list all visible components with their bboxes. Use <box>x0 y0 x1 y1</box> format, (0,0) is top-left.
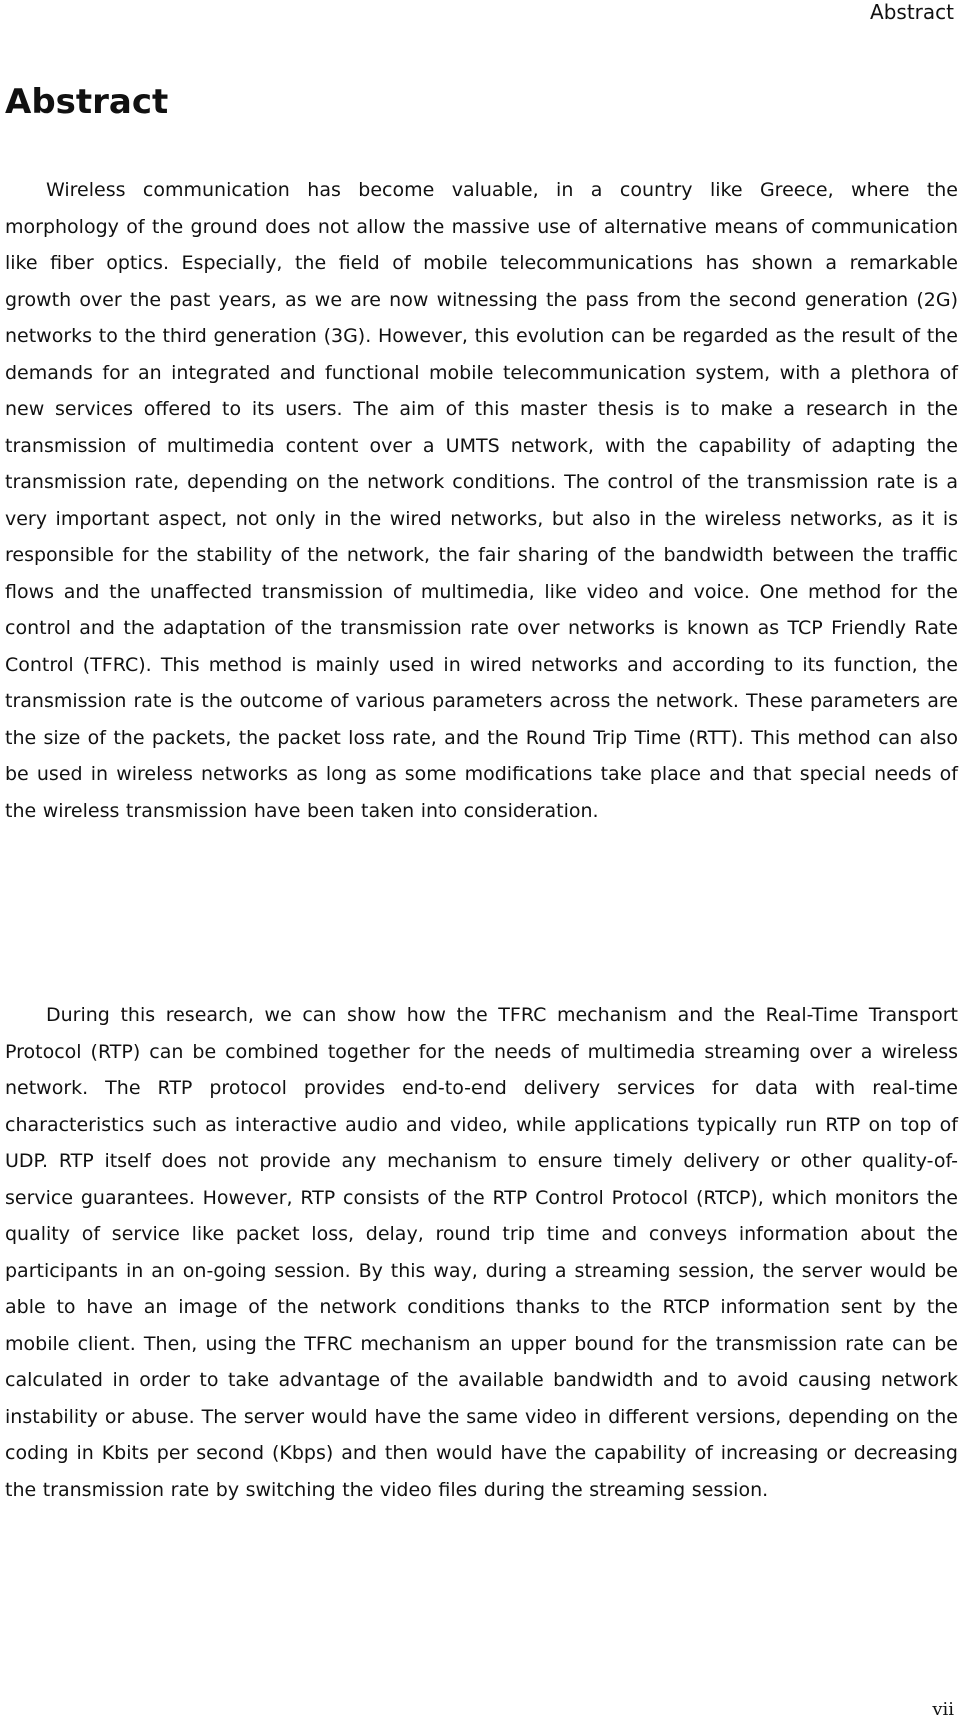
abstract-paragraph-1: Wireless communication has become valuable, in a country like Greece, where the morphology of the ground does not allow the massive use of alternative means of communication like fiber optics. Especially, the field of mobile telecommunications has shown a remarkable growth over the past years, as we are now witnessing the pass from the second generation (2G) networks to the third generation (3G). However, this evolution can be regarded as the result of the demands for an integrated and functional mobile telecommunication system, with a plethora of new services offered to its users. The aim of this master thesis is to make a research in the transmission of multimedia content over a UMTS network, with the capability of adapting the transmission rate, depending on the network conditions. The control of the transmission rate is a very important aspect, not only in the wired networks, but also in the wireless networks, as it is responsible for the stability of the network, the fair sharing of the bandwidth between the traffic flows and the unaffected transmission of multimedia, like video and voice. One method for the control and the adaptation of the transmission rate over networks is known as TCP Friendly Rate Control (TFRC). This method is mainly used in wired networks and according to its function, the transmission rate is the outcome of various parameters across the network. These parameters are the size of the packets, the packet loss rate, and the Round Trip Time (RTT). This method can also be used in wireless networks as long as some modifications take place and that special needs of the wireless transmission have been taken into consideration. <box>5 179 958 822</box>
page-title: Abstract <box>5 82 169 122</box>
page-number: vii <box>932 1699 954 1720</box>
running-header: Abstract <box>870 0 954 24</box>
abstract-paragraph-2: During this research, we can show how the TFRC mechanism and the Real-Time Transport Protocol (RTP) can be combined together for the needs of multimedia streaming over a wireless network. The RTP protocol provides end-to-end delivery services for data with real-time characteristics such as interactive audio and video, while applications typically run RTP on top of UDP. RTP itself does not provide any mechanism to ensure timely delivery or other quality-of-service guarantees. However, RTP consists of the RTP Control Protocol (RTCP), which monitors the quality of service like packet loss, delay, round trip time and conveys information about the participants in an on-going session. By this way, during a streaming session, the server would be able to have an image of the network conditions thanks to the RTCP information sent by the mobile client. Then, using the TFRC mechanism an upper bound for the transmission rate can be calculated in order to take advantage of the available bandwidth and to avoid causing network instability or abuse. The server would have the same video in different versions, depending on the coding in Kbits per second (Kbps) and then would have the capability of increasing or decreasing the transmission rate by switching the video files during the streaming session. <box>5 1004 958 1501</box>
